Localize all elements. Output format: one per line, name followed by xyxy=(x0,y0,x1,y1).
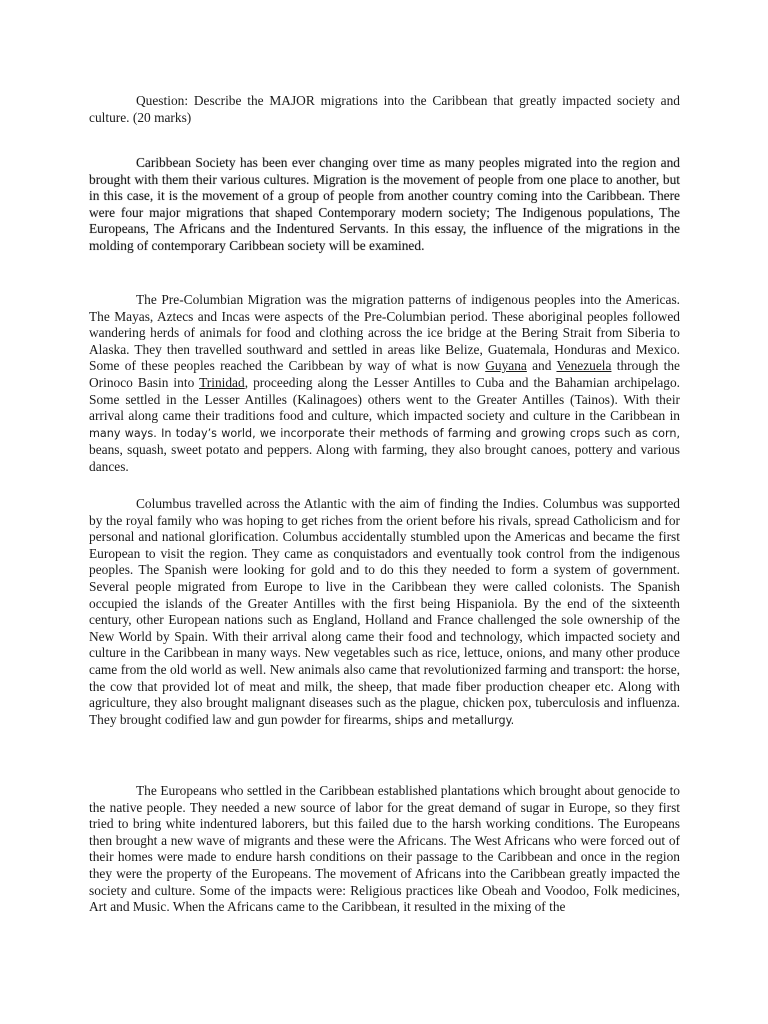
columbus-sentence-1: Columbus travelled across the Atlantic with the aim of finding the Indies. Columbus was supported by the royal family who was hoping to get riches from the orient before his rivals, spread Catholicism and for personal and national glorification. Columbus accidentally stumbled upon the Americas and became the first European to visit the region. They came as conquistadors and eventually took control from the indigenous peoples. The Spanish were looking for gold and to do this they needed to form a system of government. Several people migrated from Europe to live in the Caribbean they were called colonists. The Spanish occupied the islands of the Greater Antilles with the first being Hispaniola. By the end of the sixteenth century, other European nations such as England, Holland and France challenged the sole ownership of the New World by Spain. With their arrival along came their food and technology, which impacted society and culture in the Caribbean in many ways. New vegetables such as rice, lettuce, onions, and many other produce came from the old world as well. New animals also came that revolutionized farming and transport: the horse, the cow that provided lot of meat and milk, the sheep, that made fiber production cheaper etc. Along with agriculture, they also brought malignant diseases such as the plague, chicken pox, tuberculosis and influenza. They brought codified law and gun powder for firearms, xyxy=(89,496,680,727)
columbus-sentence-2: ships and metallurgy. xyxy=(394,713,515,727)
precolumbian-sentence-1: The Pre-Columbian Migration was the migration patterns of indigenous peoples into the Americas. The Mayas, Aztecs and Incas were aspects of the Pre-Columbian period. These aboriginal peoples followed wandering herds of animals for food and clothing across the ice bridge at the Bering Strait from Siberia to Alaska. They then travelled southward and settled in areas like Belize, Guatemala, Honduras and Mexico. Some of these peoples reached the Caribbean by way of what is now xyxy=(89,292,680,374)
intro-paragraph xyxy=(89,155,680,255)
precolumbian-sentence-2: through the Orinoco Basin into xyxy=(89,358,680,390)
precolumbian-sentence-4: many ways. In today’s world, we incorporate their methods of farming and growing crops such as corn, xyxy=(89,426,680,440)
precolumbian-sentence-3: , proceeding along the Lesser Antilles to Cuba and the Bahamian archipelago. Some settled in the Lesser Antilles (Kalinagoes) others went to the Greater Antilles (Tainos). With their arrival along came their traditions food and culture, which impacted society and culture in the Caribbean in xyxy=(89,374,681,424)
africans-paragraph xyxy=(89,783,680,916)
precolumbian-paragraph xyxy=(89,292,680,476)
columbus-text xyxy=(89,496,680,729)
question-paragraph xyxy=(89,93,680,126)
columbus-paragraph xyxy=(89,496,680,729)
precolumbian-conjunction: and xyxy=(526,358,557,374)
africans-text: The Europeans who settled in the Caribbean established plantations which brought about genocide to the native people. They needed a new source of labor for the great demand of sugar in Europe, so they first tried to bring white indentured laborers, but this failed due to the harsh working conditions. The Europeans then brought a new wave of migrants and these were the Africans. The West Africans who were forced out of their homes were made to endure harsh conditions on their passage to the Caribbean and once in the region they were the property of the Europeans. The movement of Africans into the Caribbean greatly impacted the society and culture. Some of the impacts were: Religious practices like Obeah and Voodoo, Folk medicines, Art and Music. When the Africans came to the Caribbean, it resulted in the mixing of the xyxy=(89,783,680,915)
guyana-link[interactable]: Guyana xyxy=(485,358,527,374)
venezuela-link[interactable]: Venezuela xyxy=(556,358,612,374)
intro-text: Caribbean Society has been ever changing over time as many peoples migrated into the region and brought with them their various cultures. Migration is the movement of people from one place to another, but in this case, it is the movement of a group of people from another country coming into the Caribbean. There were four major migrations that shaped Contemporary modern society; The Indigenous populations, The Europeans, The Africans and the Indentured Servants. In this essay, the influence of the migrations in the molding of contemporary Caribbean society will be examined. xyxy=(89,155,680,253)
trinidad-link[interactable]: Trinidad xyxy=(199,374,245,390)
precolumbian-sentence-5: beans, squash, sweet potato and peppers. Along with farming, they also brought canoes, pottery and various dances. xyxy=(89,442,680,474)
precolumbian-text xyxy=(89,292,680,476)
question-text: Question: Describe the MAJOR migrations into the Caribbean that greatly impacted society and culture. (20 marks) xyxy=(89,93,680,125)
